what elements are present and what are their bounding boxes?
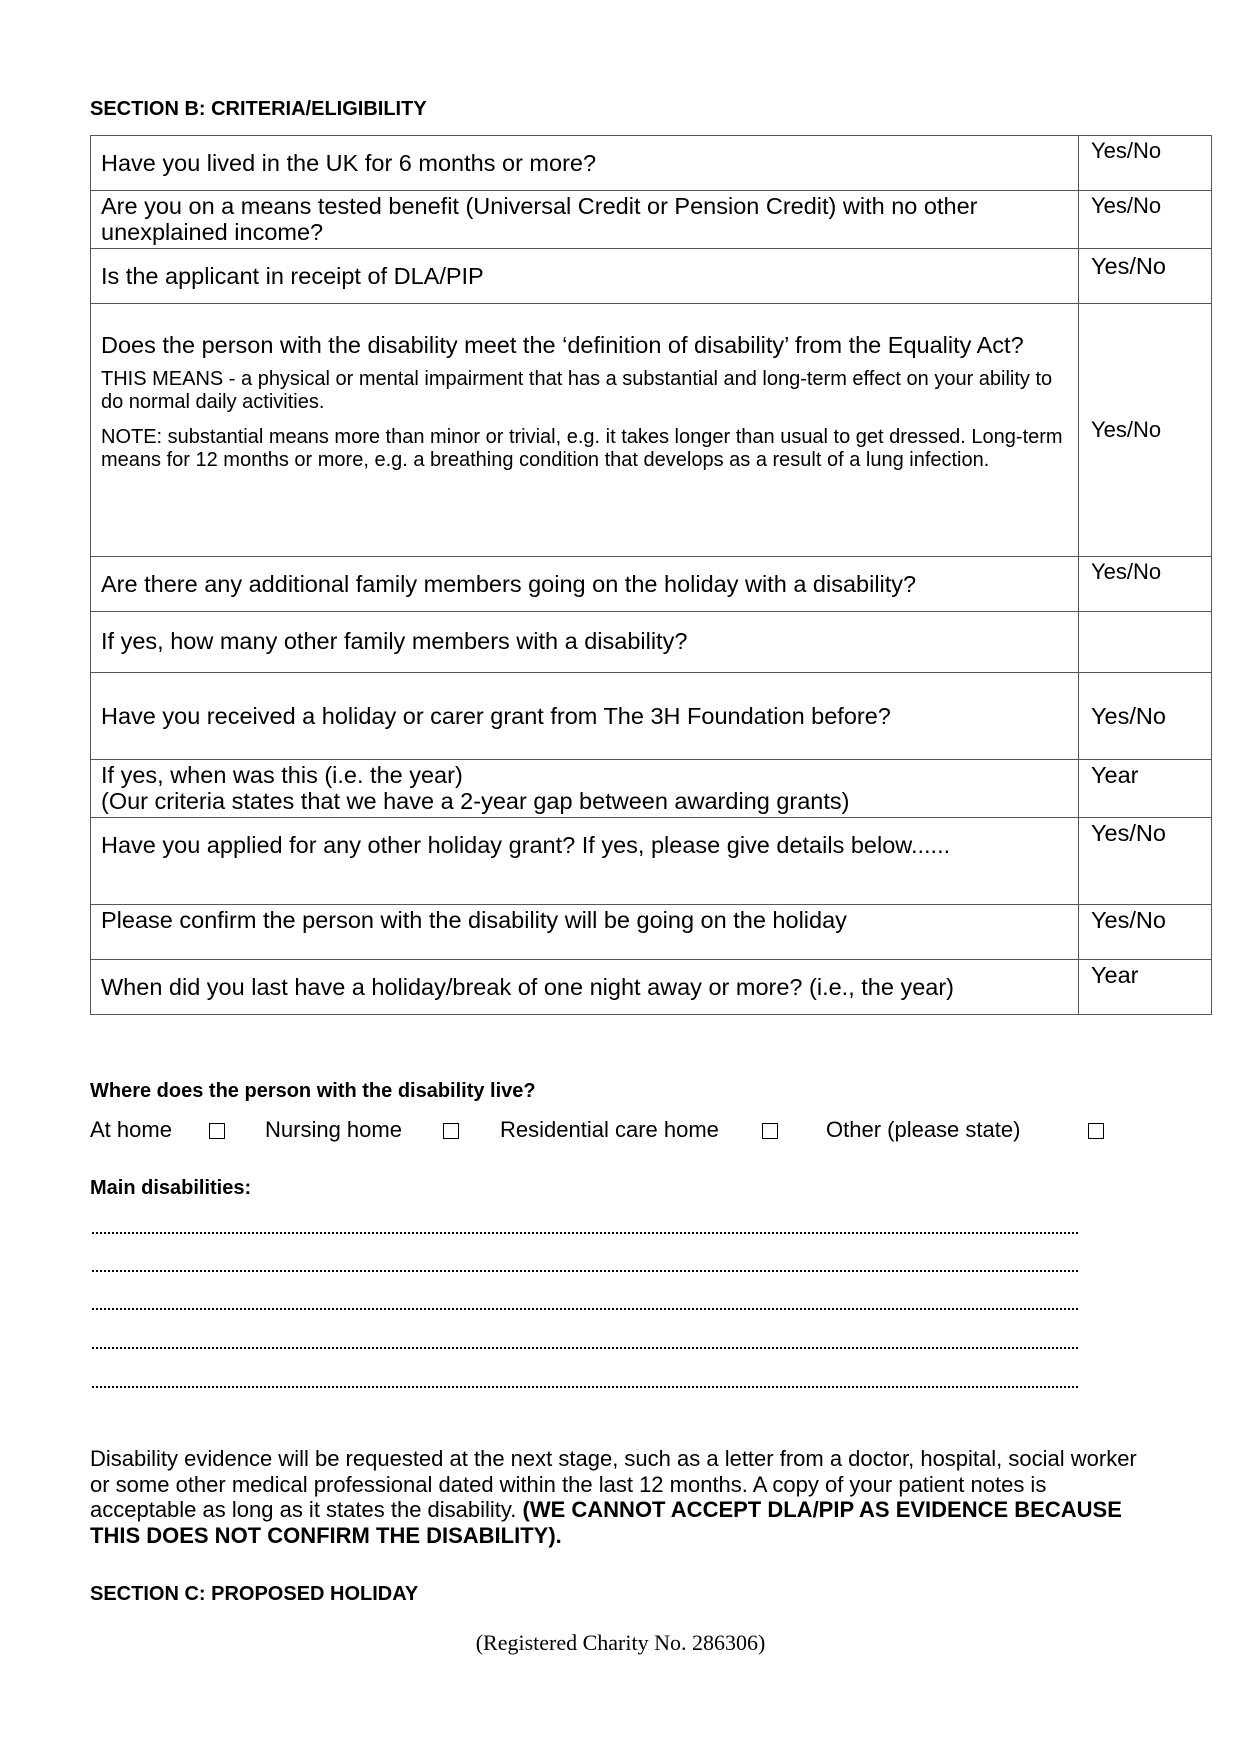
residential-care-checkbox[interactable] <box>762 1123 778 1139</box>
residence-title: Where does the person with the disability live? <box>90 1080 536 1102</box>
main-disabilities-title: Main disabilities: <box>90 1177 252 1199</box>
option-at-home-label: At home <box>90 1117 172 1142</box>
nursing-home-checkbox[interactable] <box>443 1123 459 1139</box>
table-row <box>91 612 1212 673</box>
answer-cell[interactable] <box>1079 612 1212 673</box>
disabilities-line-5[interactable] <box>92 1386 1078 1388</box>
question-cell <box>91 760 1079 818</box>
answer-cell[interactable]: Yes/No <box>1079 191 1212 249</box>
section-c-title: SECTION C: PROPOSED HOLIDAY <box>90 1583 419 1605</box>
question-cell: If yes, how many other family members with a disability? <box>91 612 1079 673</box>
substantial-note: NOTE: substantial means more than minor or trivial, e.g. it takes longer than usual to get dressed. Long-term means for 12 months or more, e.g. a breathing condition that develops as a result of a lung infection. <box>101 426 1063 471</box>
option-nursing-home-label: Nursing home <box>265 1117 402 1142</box>
answer-cell[interactable]: Yes/No <box>1079 905 1212 960</box>
answer-cell[interactable]: Year <box>1079 960 1212 1015</box>
table-row <box>91 960 1212 1015</box>
table-row <box>91 136 1212 191</box>
question-cell <box>91 304 1079 557</box>
option-residential-care-label: Residential care home <box>500 1117 719 1142</box>
disabilities-line-4[interactable] <box>92 1347 1078 1349</box>
table-row <box>91 191 1212 249</box>
disabilities-line-2[interactable] <box>92 1270 1078 1272</box>
question-cell: Please confirm the person with the disability will be going on the holiday <box>91 905 1079 960</box>
evidence-text: Disability evidence will be requested at the next stage, such as a letter from a doctor, hospital, social worker or some other medical professional dated within the last 12 months. A copy of your patient notes is acceptable as long as it states the disability. <box>90 1446 1137 1522</box>
table-row <box>91 760 1212 818</box>
table-row <box>91 304 1212 557</box>
section-b-title: SECTION B: CRITERIA/ELIGIBILITY <box>90 98 427 120</box>
question-cell: When did you last have a holiday/break of one night away or more? (i.e., the year) <box>91 960 1079 1015</box>
answer-cell[interactable]: Year <box>1079 760 1212 818</box>
answer-cell[interactable]: Yes/No <box>1079 557 1212 612</box>
evidence-warning: (WE CANNOT ACCEPT DLA/PIP AS EVIDENCE BECAUSE THIS DOES NOT CONFIRM THE DISABILITY). <box>90 1497 1122 1548</box>
table-row <box>91 557 1212 612</box>
table-row <box>91 249 1212 304</box>
answer-cell[interactable]: Yes/No <box>1079 249 1212 304</box>
question-note: (Our criteria states that we have a 2-year gap between awarding grants) <box>101 788 850 814</box>
criteria-table <box>90 135 1212 1015</box>
question-cell: Have you applied for any other holiday grant? If yes, please give details below...... <box>91 818 1079 905</box>
question-cell: Have you lived in the UK for 6 months or more? <box>91 136 1079 191</box>
question-cell: Are you on a means tested benefit (Universal Credit or Pension Credit) with no other unexplained income? <box>91 191 1079 249</box>
definition-note: THIS MEANS - a physical or mental impairment that has a substantial and long-term effect on your ability to do normal daily activities. <box>101 368 1053 413</box>
answer-cell[interactable]: Yes/No <box>1079 304 1212 557</box>
disabilities-line-1[interactable] <box>92 1232 1078 1234</box>
question-cell: Are there any additional family members going on the holiday with a disability? <box>91 557 1079 612</box>
answer-cell[interactable]: Yes/No <box>1079 136 1212 191</box>
charity-footer: (Registered Charity No. 286306) <box>475 1630 766 1655</box>
question-cell: Is the applicant in receipt of DLA/PIP <box>91 249 1079 304</box>
other-checkbox[interactable] <box>1088 1123 1104 1139</box>
at-home-checkbox[interactable] <box>209 1123 225 1139</box>
evidence-paragraph <box>90 1446 1150 1548</box>
answer-cell[interactable]: Yes/No <box>1079 818 1212 905</box>
question-cell: Have you received a holiday or carer grant from The 3H Foundation before? <box>91 673 1079 760</box>
table-row <box>91 673 1212 760</box>
table-row <box>91 818 1212 905</box>
question-text: If yes, when was this (i.e. the year) <box>101 762 463 788</box>
disabilities-line-3[interactable] <box>92 1308 1078 1310</box>
table-row <box>91 905 1212 960</box>
question-text: Does the person with the disability meet the ‘definition of disability’ from the Equality Act? <box>101 332 1024 358</box>
option-other-label: Other (please state) <box>826 1117 1021 1142</box>
answer-cell[interactable]: Yes/No <box>1079 673 1212 760</box>
